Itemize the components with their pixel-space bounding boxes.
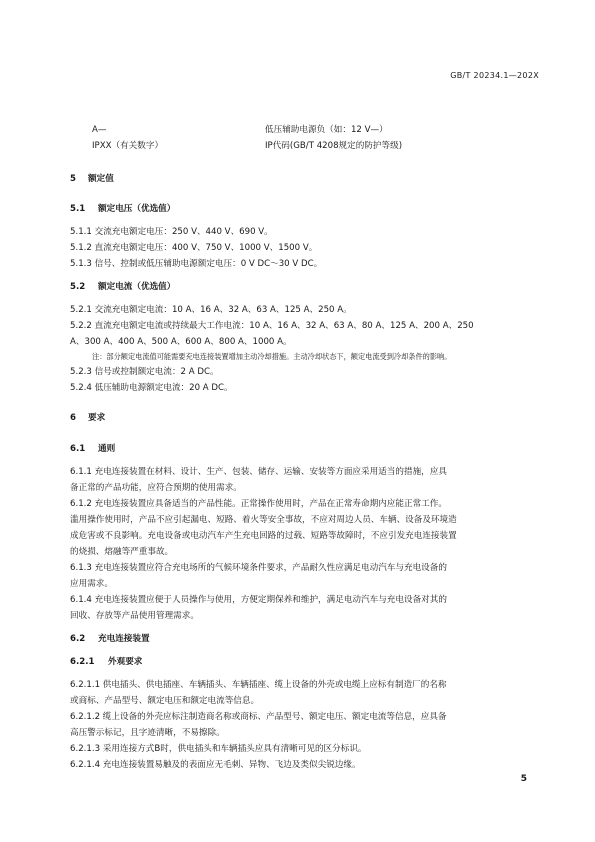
section-5-2-number: 5.2 (70, 282, 86, 292)
clause-5-1-2: 5.1.2 直流充电额定电压：400 V、750 V、1000 V、1500 V。 (70, 243, 318, 253)
clause-6-1-1-line-2: 备正常的产品功能，应符合预期的使用需求。 (70, 483, 242, 493)
clause-6-2-1-4: 6.2.1.4 充电连接装置易触及的表面应无毛刺、异物、飞边及类似尖锐边缘。 (70, 760, 361, 770)
clause-5-2-4: 5.2.4 低压辅助电源额定电流：20 A DC。 (70, 383, 233, 393)
section-6-2-1-number: 6.2.1 (70, 657, 95, 667)
section-5-1-title: 额定电压（优选值） (98, 204, 176, 214)
clause-6-1-4-line-2: 回收、存放等产品使用管理需求。 (70, 611, 199, 621)
clause-5-2-1: 5.2.1 交流充电额定电流：10 A、16 A、32 A、63 A、125 A、250 A。 (70, 305, 352, 315)
section-6-title: 要求 (88, 413, 106, 423)
document-number: GB/T 20234.1—202X (450, 71, 539, 80)
section-5-1-number: 5.1 (70, 204, 86, 214)
clause-5-2-2-note: 注：部分额定电流值可能需要充电连接装置增加主动冷却措施。主动冷却状态下，额定电流受到冷却条件的影响。 (92, 352, 452, 361)
symbol-ipxx-meaning: IP代码(GB/T 4208规定的防护等级) (265, 141, 403, 151)
clause-5-1-3: 5.1.3 信号、控制或低压辅助电源额定电压：0 V DC～30 V DC。 (70, 259, 323, 269)
clause-5-1-1: 5.1.1 交流充电额定电压：250 V、440 V、690 V。 (70, 227, 273, 237)
page-number: 5 (520, 774, 527, 784)
clause-6-1-3-line-2: 应用需求。 (70, 579, 113, 589)
clause-5-2-2-line-2: A、300 A、400 A、500 A、600 A、800 A、1000 A。 (70, 337, 292, 347)
clause-5-2-3: 5.2.3 信号或控制额定电流：2 A DC。 (70, 367, 219, 377)
clause-6-1-2-line-2: 滥用操作使用时，产品不应引起漏电、短路、着火等安全事故，不应对周边人员、车辆、设备及环境造 (70, 515, 457, 525)
clause-6-2-1-1-line-2: 或商标、产品型号、额定电压和额定电流等信息。 (70, 696, 260, 706)
clause-6-2-1-3: 6.2.1.3 采用连接方式B时，供电插头和车辆插头应具有清晰可见的区分标识。 (70, 744, 367, 754)
section-6-2-number: 6.2 (70, 634, 86, 644)
section-5-2-title: 额定电流（优选值） (98, 282, 176, 292)
section-5-title: 额定值 (88, 174, 114, 184)
clause-6-1-2-line-3: 成危害或不良影响。充电设备或电动汽车产生充电回路的过载、短路等故障时，不应引发充电连接装置 (70, 531, 457, 541)
clause-5-2-2-line-1: 5.2.2 直流充电额定电流或持续最大工作电流：10 A、16 A、32 A、63 A、80 A、125 A、200 A、250 (70, 321, 474, 331)
section-6-1-number: 6.1 (70, 444, 86, 454)
clause-6-1-1-line-1: 6.1.1 充电连接装置在材料、设计、生产、包装、储存、运输、安装等方面应采用适当的措施，应具 (70, 467, 447, 477)
symbol-a-minus: A— (92, 125, 107, 135)
section-6-number: 6 (70, 413, 76, 423)
clause-6-2-1-2-line-1: 6.2.1.2 缆上设备的外壳应标注制造商名称或商标、产品型号、额定电压、额定电流等信息，应具备 (70, 712, 447, 722)
section-6-1-title: 通则 (98, 444, 116, 454)
clause-6-1-2-line-1: 6.1.2 充电连接装置应具备适当的产品性能。正常操作使用时，产品在正常寿命期内应能正常工作。 (70, 499, 447, 509)
symbol-ipxx: IPXX（有关数字） (92, 141, 164, 151)
clause-6-1-3-line-1: 6.1.3 充电连接装置应符合充电场所的气候环境条件要求，产品耐久性应满足电动汽车与充电设备的 (70, 563, 447, 573)
section-6-2-title: 充电连接装置 (98, 634, 150, 644)
symbol-a-minus-meaning: 低压辅助电源负（如：12 V—） (265, 125, 388, 135)
section-5-number: 5 (70, 174, 76, 184)
clause-6-1-2-line-4: 的烧损、熔融等严重事故。 (70, 547, 174, 557)
section-6-2-1-title: 外观要求 (108, 657, 143, 667)
clause-6-2-1-2-line-2: 高压警示标记，且字迹清晰，不易擦除。 (70, 728, 225, 738)
clause-6-1-4-line-1: 6.1.4 充电连接装置应便于人员操作与使用，方便定期保养和维护，满足电动汽车与充电设备对其的 (70, 595, 447, 605)
clause-6-2-1-1-line-1: 6.2.1.1 供电插头、供电插座、车辆插头、车辆插座、缆上设备的外壳或电缆上应标有制造厂的名称 (70, 680, 447, 690)
